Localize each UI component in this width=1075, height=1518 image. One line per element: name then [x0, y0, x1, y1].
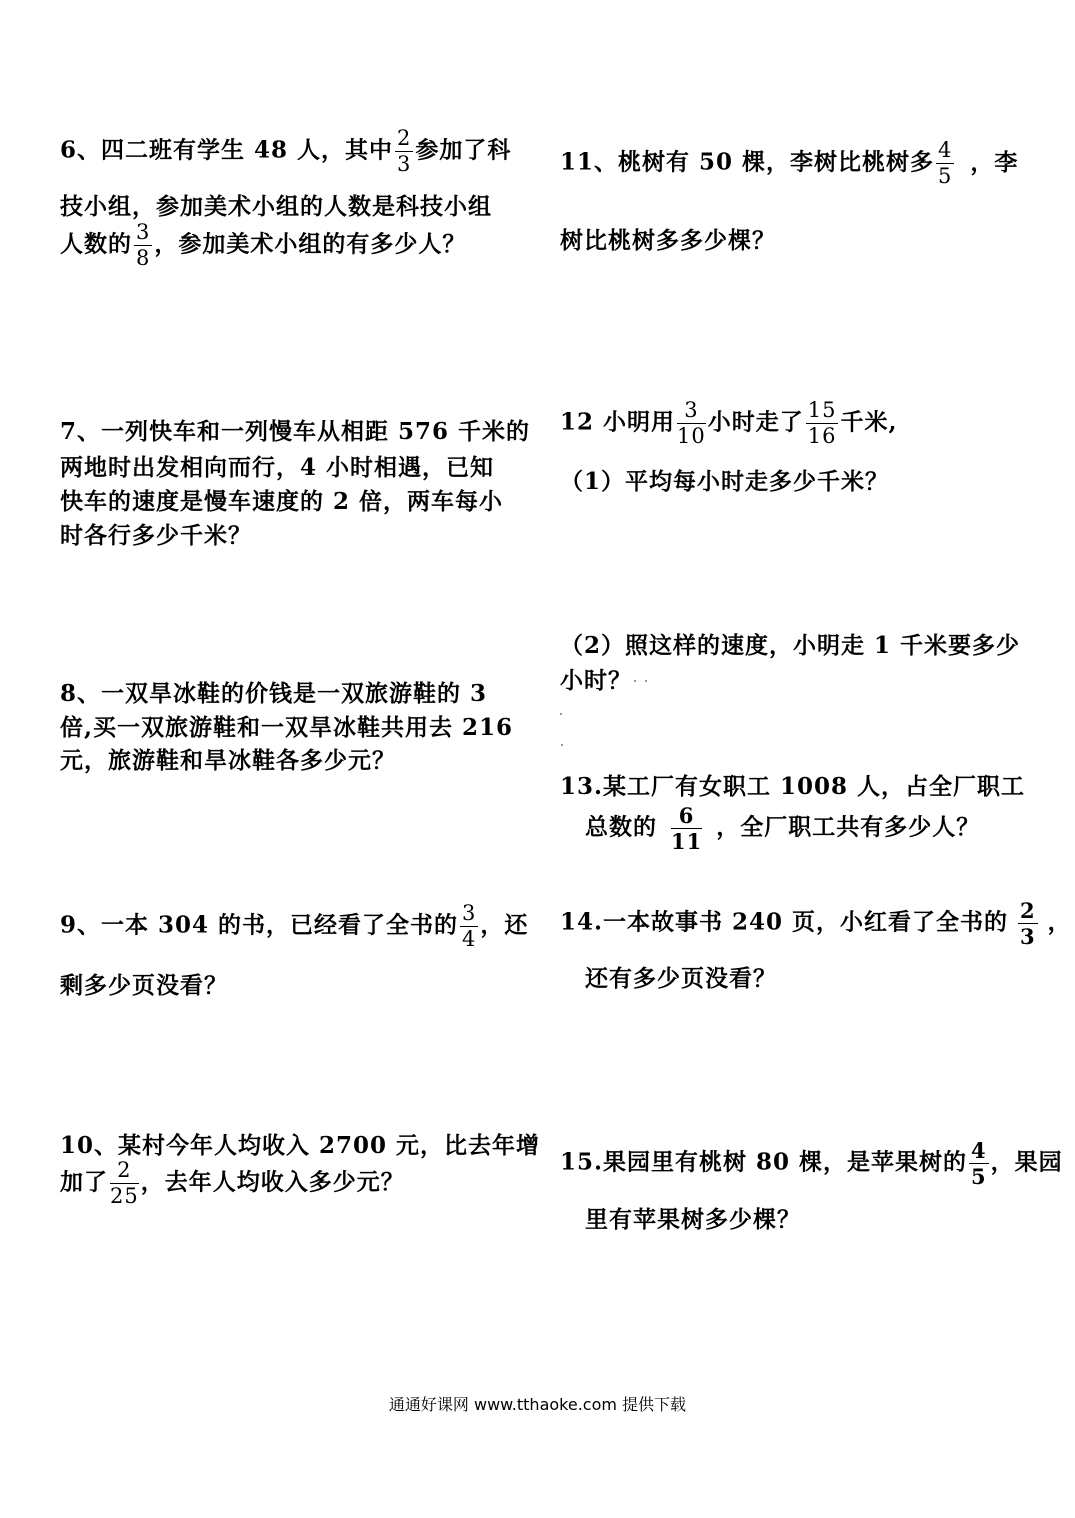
question-12-part-2-line-2: 小时？ — [560, 667, 632, 694]
question-11-line-2: 树比桃树多多少棵？ — [560, 227, 776, 254]
question-15-line-2: 里有苹果树多少棵？ — [585, 1206, 801, 1233]
scan-speck — [560, 713, 562, 715]
fraction-15-16: $\frac{15}{16}$ — [807, 398, 837, 448]
question-13-line-1: 13.某工厂有女职工 1008 人，占全厂职工 — [560, 773, 1026, 800]
question-14-line-2: 还有多少页没看？ — [585, 965, 777, 992]
question-7-line-3: 快车的速度是慢车速度的 2 倍，两车每小 — [60, 488, 504, 515]
fraction-6-11: $\frac{6}{11}$ — [671, 803, 703, 854]
fraction-3-4: $\frac{3}{4}$ — [462, 901, 477, 951]
fraction-2-3: $\frac{2}{3}$ — [397, 126, 412, 176]
question-7-line-1: 7、一列快车和一列慢车从相距 576 千米的 — [60, 418, 531, 445]
fraction-2-3: $\frac{2}{3}$ — [1020, 898, 1036, 949]
question-14-line-1: 14.一本故事书 240 页，小红看了全书的 $\frac{2}{3}$ ， — [560, 898, 1072, 949]
question-6-line-1: 6、四二班有学生 48 人，其中 $\frac{2}{3}$ 参加了科 — [60, 126, 512, 176]
question-15-line-1: 15.果园里有桃树 80 棵，是苹果树的 $\frac{4}{5}$ ，果园 — [560, 1138, 1063, 1189]
question-7-line-2: 两地时出发相向而行，4 小时相遇，已知 — [60, 454, 495, 481]
question-11-line-1: 11、桃树有 50 棵，李树比桃树多 $\frac{4}{5}$ ，李 — [560, 138, 1019, 188]
question-8-line-3: 元，旅游鞋和旱冰鞋各多少元？ — [60, 747, 396, 774]
fraction-2-25: $\frac{2}{25}$ — [110, 1158, 139, 1208]
question-9-line-1: 9、一本 304 的书，已经看了全书的 $\frac{3}{4}$ ，还 — [60, 901, 529, 951]
scan-speck — [634, 680, 636, 682]
question-10-line-1: 10、某村今年人均收入 2700 元，比去年增 — [60, 1132, 541, 1159]
question-13-line-2: 总数的 $\frac{6}{11}$ ，全厂职工共有多少人？ — [585, 803, 981, 854]
question-7-line-4: 时各行多少千米？ — [60, 522, 252, 549]
question-6-line-2: 技小组，参加美术小组的人数是科技小组 — [60, 193, 492, 220]
question-8-line-2: 倍,买一双旅游鞋和一双旱冰鞋共用去 216 — [60, 714, 514, 741]
fraction-3-10: $\frac{3}{10}$ — [677, 398, 706, 448]
scan-speck — [561, 744, 563, 746]
fraction-4-5: $\frac{4}{5}$ — [938, 138, 953, 188]
fraction-3-8: $\frac{3}{8}$ — [136, 220, 151, 270]
question-12-part-1: （1）平均每小时走多少千米？ — [560, 468, 890, 495]
question-12-line-1: 12 小明用 $\frac{3}{10}$ 小时走了 $\frac{15}{16}$ 千米, — [560, 398, 898, 448]
footer-credit: 通通好课网 www.tthaoke.com 提供下载 — [388, 1395, 687, 1414]
question-10-line-2: 加了 $\frac{2}{25}$ ，去年人均收入多少元？ — [60, 1158, 405, 1208]
fraction-4-5: $\frac{4}{5}$ — [971, 1138, 987, 1189]
question-6-line-3: 人数的 $\frac{3}{8}$ ，参加美术小组的有多少人？ — [60, 220, 467, 270]
scan-speck — [645, 680, 647, 682]
question-9-line-2: 剩多少页没看？ — [60, 972, 228, 999]
question-8-line-1: 8、一双旱冰鞋的价钱是一双旅游鞋的 3 — [60, 680, 488, 707]
question-12-part-2-line-1: （2）照这样的速度，小明走 1 千米要多少 — [560, 632, 1021, 659]
